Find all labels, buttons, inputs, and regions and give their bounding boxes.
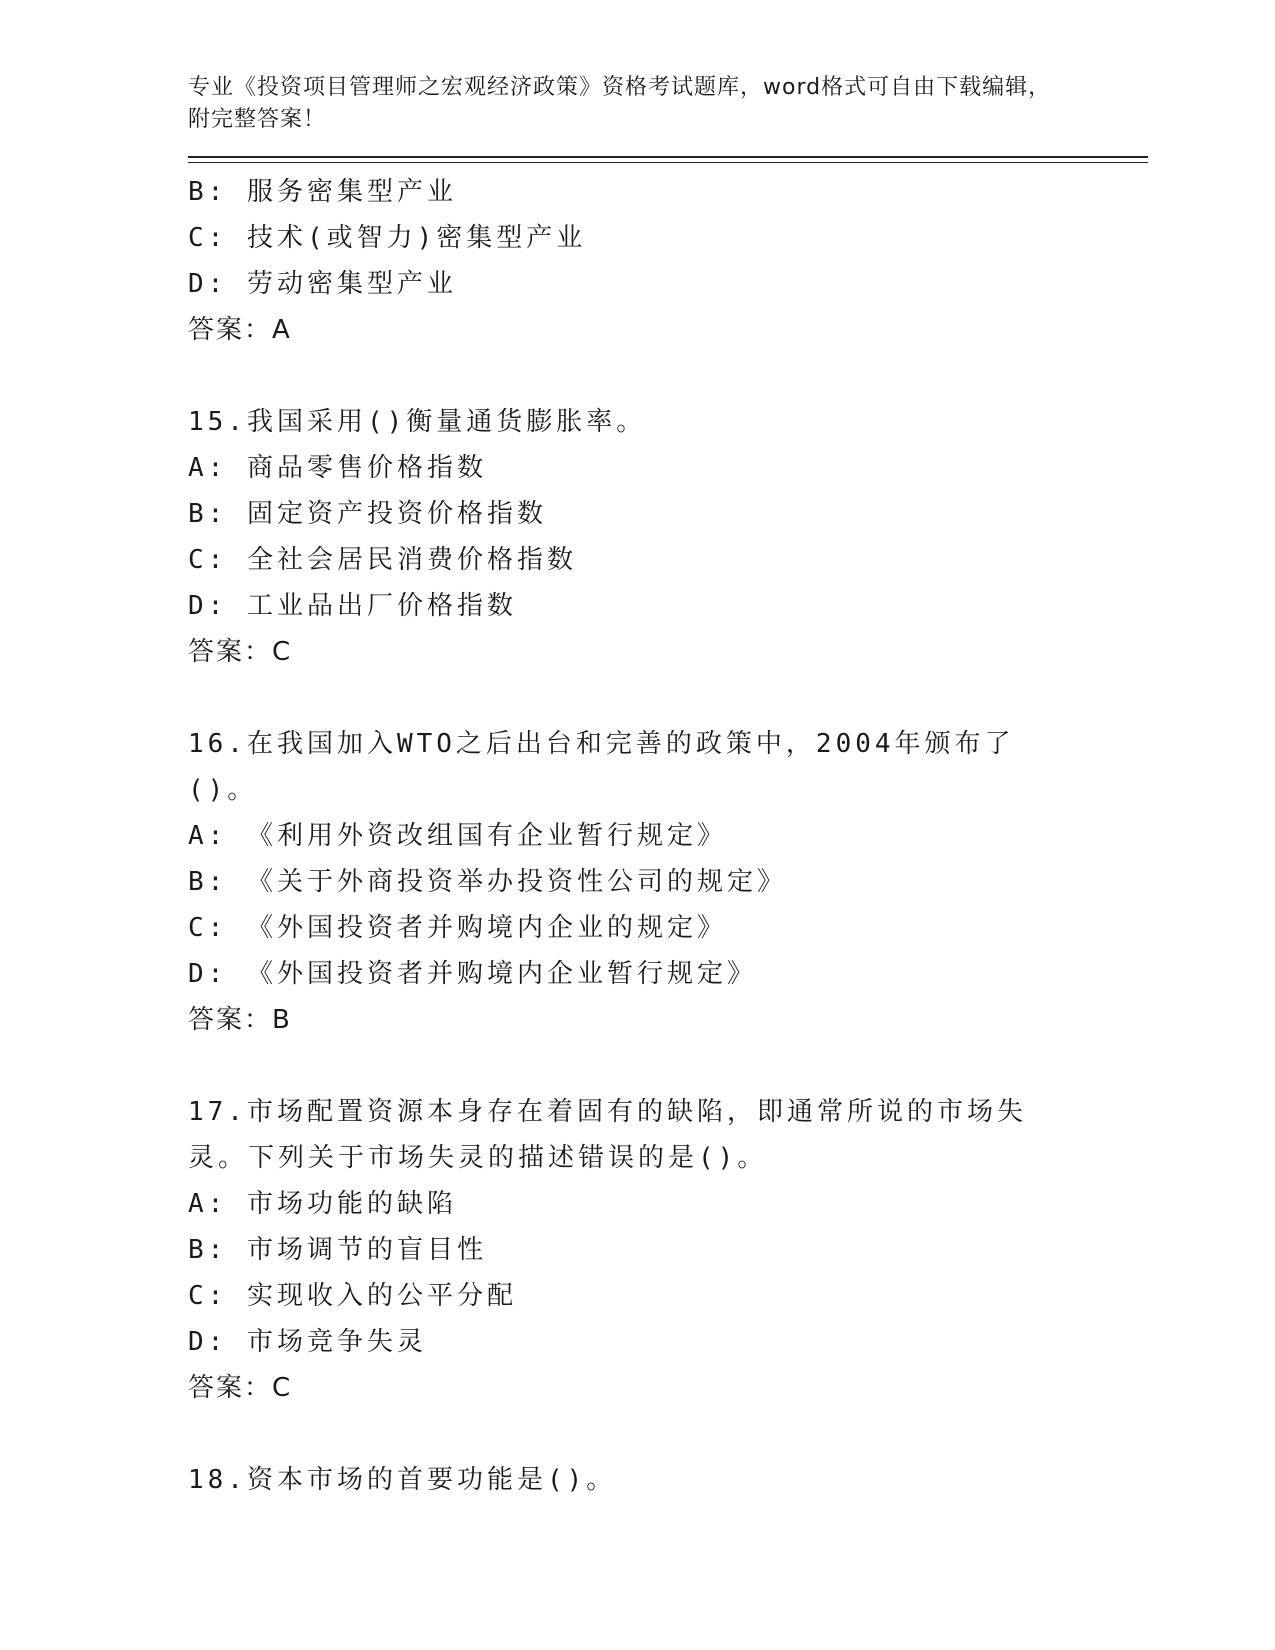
option-a: A: 《利用外资改组国有企业暂行规定》	[188, 821, 727, 851]
spacer	[188, 1411, 1148, 1457]
question-text: 16.在我国加入WTO之后出台和完善的政策中，2004年颁布了()。	[188, 729, 1015, 805]
question-18	[188, 1457, 1148, 1503]
question-text: 17.市场配置资源本身存在着固有的缺陷，即通常所说的市场失灵。下列关于市场失灵的描述错误的是()。	[188, 1097, 1027, 1173]
answer-line: 答案：C	[188, 1373, 293, 1403]
spacer	[188, 1043, 1148, 1089]
question-content	[188, 169, 1148, 1503]
option-d: D: 工业品出厂价格指数	[188, 591, 517, 621]
option-c: C: 实现收入的公平分配	[188, 1281, 517, 1311]
question-16	[188, 721, 1148, 1043]
option-b: B: 服务密集型产业	[188, 177, 457, 207]
question-text: 15.我国采用()衡量通货膨胀率。	[188, 407, 647, 437]
option-b: B: 固定资产投资价格指数	[188, 499, 547, 529]
answer-line: 答案：B	[188, 1005, 292, 1035]
document-header: 专业《投资项目管理师之宏观经济政策》资格考试题库，word格式可自由下载编辑，附完整答案！	[188, 75, 1052, 132]
document-page	[188, 72, 1148, 1503]
option-a: A: 商品零售价格指数	[188, 453, 487, 483]
option-c: C: 技术(或智力)密集型产业	[188, 223, 587, 253]
question-text: 18.资本市场的首要功能是()。	[188, 1465, 617, 1495]
header-divider	[188, 156, 1148, 163]
option-a: A: 市场功能的缺陷	[188, 1189, 457, 1219]
answer-line: 答案：C	[188, 637, 293, 667]
question-14-fragment	[188, 169, 1148, 353]
option-b: B: 市场调节的盲目性	[188, 1235, 487, 1265]
question-17	[188, 1089, 1148, 1411]
option-c: C: 全社会居民消费价格指数	[188, 545, 577, 575]
answer-line: 答案：A	[188, 315, 292, 345]
option-b: B: 《关于外商投资举办投资性公司的规定》	[188, 867, 787, 897]
spacer	[188, 675, 1148, 721]
option-c: C: 《外国投资者并购境内企业的规定》	[188, 913, 727, 943]
question-15	[188, 399, 1148, 675]
spacer	[188, 353, 1148, 399]
option-d: D: 劳动密集型产业	[188, 269, 457, 299]
option-d: D: 市场竞争失灵	[188, 1327, 427, 1357]
option-d: D: 《外国投资者并购境内企业暂行规定》	[188, 959, 757, 989]
